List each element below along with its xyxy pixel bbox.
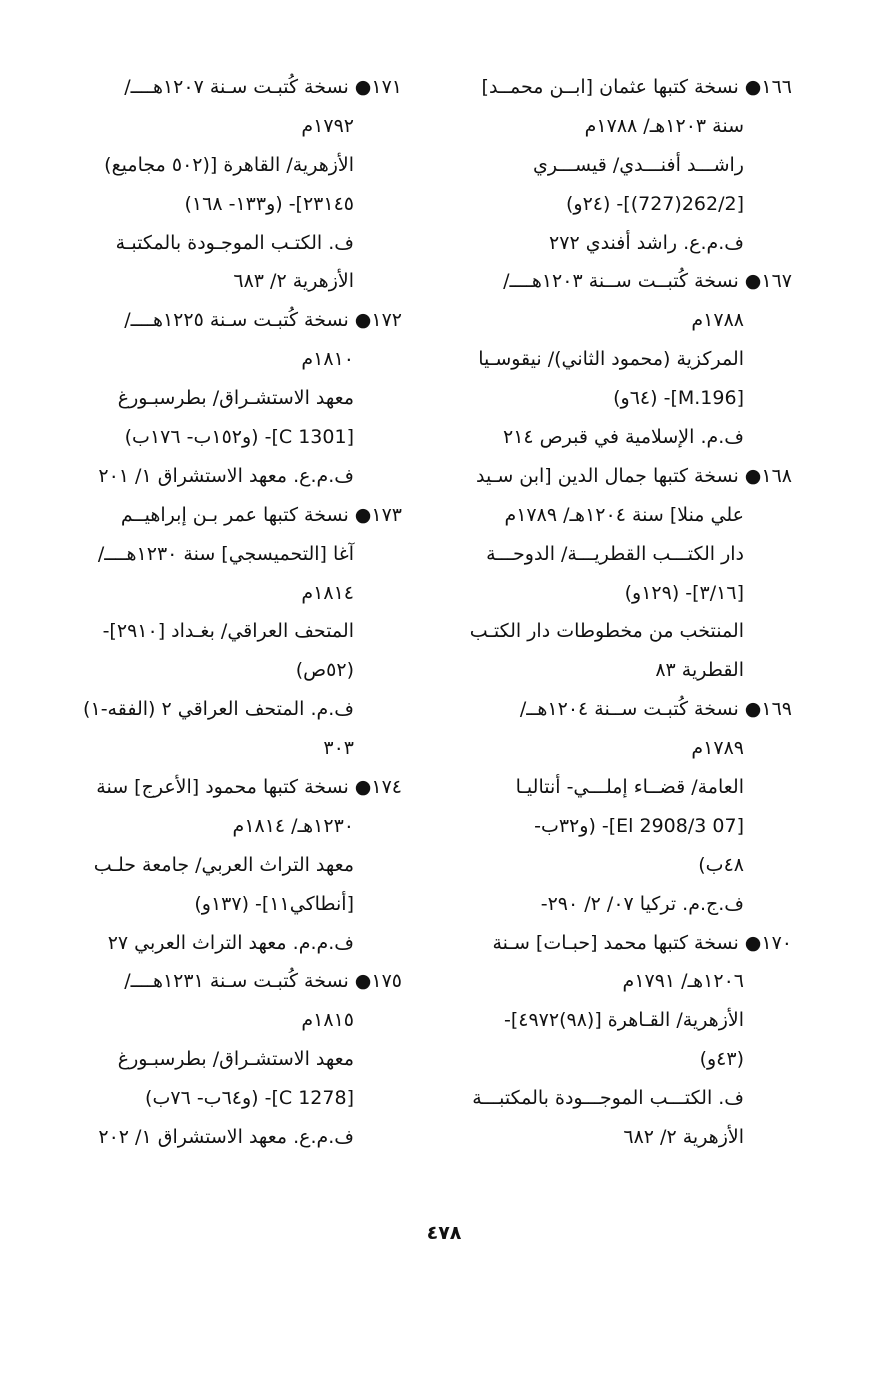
entry-line: ١٨١٠م [301,348,354,371]
manuscript-entry [440,262,792,456]
entry-heading-line: ١٧٤● نسخة كتبها محمود [الأعرج] سنة [96,776,402,799]
entry-line: معهد التراث العربي/ جامعة حلـب [93,853,354,876]
entry-line: ١٢٠٦هـ/ ١٧٩١م [622,970,744,993]
entry-line: ٣٠٣ [323,737,354,760]
entry-line: الأزهرية ٢/ ٦٨٢ [623,1126,744,1149]
entry-line: القطرية ٨٣ [655,659,744,682]
entry-heading-line: ١٦٩● نسخة كُتبـت ســنة ١٢٠٤هــ/ [519,698,792,721]
entry-line: الأزهرية/ القـاهرة [(٩٨)٤٩٧٢]- [503,1009,744,1032]
entry-line: ف.م.ع. راشد أفندي ٢٧٢ [549,231,744,254]
entry-line: [262/2(727)]- (٢٤و) [565,192,744,215]
entry-line: ١٧٩٢م [301,114,354,137]
entry-heading-line: ١٦٧● نسخة كُتبــت ســنة ١٢٠٣هــــ/ [503,270,792,293]
entry-line: المنتخب من مخطوطات دار الكتـب [469,620,744,643]
entry-heading-line: ١٧٢● نسخة كُتبـت سـنة ١٢٢٥هــــ/ [124,309,402,332]
manuscript-entry [38,768,402,962]
entry-line: آغا [التحميسجي] سنة ١٢٣٠هــــ/ [97,542,354,565]
entry-line: راشـــد أفنـــدي/ قيســـري [533,153,744,176]
entry-line: المركزية (محمود الثاني)/ نيقوسـيا [478,348,744,371]
manuscript-entry [440,924,792,1157]
entry-line: ١٧٨٨م [691,309,744,332]
entry-line: علي منلا] سنة ١٢٠٤هـ/ ١٧٨٩م [504,503,744,526]
right-column [440,68,792,1157]
entry-line: ٤٨ب) [698,853,744,876]
entry-line: ف.م.م. معهد التراث العربي ٢٧ [107,931,354,954]
entry-heading-line: ١٦٦● نسخة كتبها عثمان [ابــن محمــد] [481,76,792,98]
entry-line: المتحف العراقي/ بغـداد [٢٩١٠]- [102,620,354,643]
entry-line: [٣/١٦]- (١٢٩و) [624,581,744,604]
entry-line: معهد الاستشـراق/ بطرسبـورغ [117,387,354,410]
entry-line: ف. الكتـــب الموجـــودة بالمكتبـــة [472,1087,744,1110]
entry-line: [M.196]- (٦٤و) [613,387,744,410]
entry-line: ف.م. المتحف العراقي ٢ (الفقه-١) [83,698,354,721]
entry-line: ف.م.ع. معهد الاستشراق ١/ ٢٠٢ [98,1126,354,1149]
entry-line: ١٧٨٩م [691,737,744,760]
entry-line: [07 El 2908/3]- (و٣٢ب- [534,814,744,837]
entry-line: ف.ج.م. تركيا ٠٧/ ٢/ ٢٩٠- [540,892,744,915]
entry-line: ف.م. الإسلامية في قبرص ٢١٤ [503,426,744,449]
entry-line: [C 1278]- (و٦٤ب- ٧٦ب) [145,1087,354,1110]
entry-line: [C 1301]- (و١٥٢ب- ١٧٦ب) [124,426,354,449]
entry-line: ف. الكتـب الموجـودة بالمكتبـة [115,231,354,254]
manuscript-entry [38,496,402,768]
entry-heading-line: ١٧٣● نسخة كتبها عمر بـن إبراهيــم [120,503,402,526]
manuscript-entry [440,68,792,262]
manuscript-entry [440,690,792,923]
entry-line: العامة/ قضــاء إملـــي- أنتاليـا [515,776,744,799]
entry-line: [أنطاكي١١]- (١٣٧و) [194,892,354,915]
manuscript-entry [38,68,402,301]
entry-heading-line: ١٧٥● نسخة كُتبـت سـنة ١٢٣١هــــ/ [124,970,402,993]
entry-line: ١٨١٤م [301,581,354,604]
entry-line: دار الكتـــب القطريـــة/ الدوحـــة [486,542,744,565]
entry-line: ١٨١٥م [301,1009,354,1032]
left-column [38,68,402,1157]
entry-heading-line: ١٦٨● نسخة كتبها جمال الدين [ابن سـيد [476,464,792,487]
entry-line: ف.م.ع. معهد الاستشراق ١/ ٢٠١ [98,464,354,487]
entry-heading-line: ١٧١● نسخة كُتبـت سـنة ١٢٠٧هــــ/ [124,76,402,98]
manuscript-entry [440,457,792,690]
manuscript-entry [38,962,402,1156]
page-number: ٤٧٨ [426,1222,462,1244]
entry-line: الأزهرية/ القاهرة [(٥٠٢ مجاميع) [104,153,354,176]
entry-line: معهد الاستشـراق/ بطرسبـورغ [117,1048,354,1071]
manuscript-entry [38,301,402,495]
entry-line: (٤٣و) [699,1048,744,1071]
entry-line: (٥٢ص) [295,659,354,682]
entry-line: ٢٣١٤٥]- (و١٣٣- ١٦٨) [184,192,354,215]
entry-line: الأزهرية ٢/ ٦٨٣ [233,270,354,293]
entry-line: سنة ١٢٠٣هـ/ ١٧٨٨م [584,114,744,137]
entry-line: ١٢٣٠هـ/ ١٨١٤م [232,814,354,837]
entry-heading-line: ١٧٠● نسخة كتبها محمد [حبـات] سـنة [492,931,792,954]
